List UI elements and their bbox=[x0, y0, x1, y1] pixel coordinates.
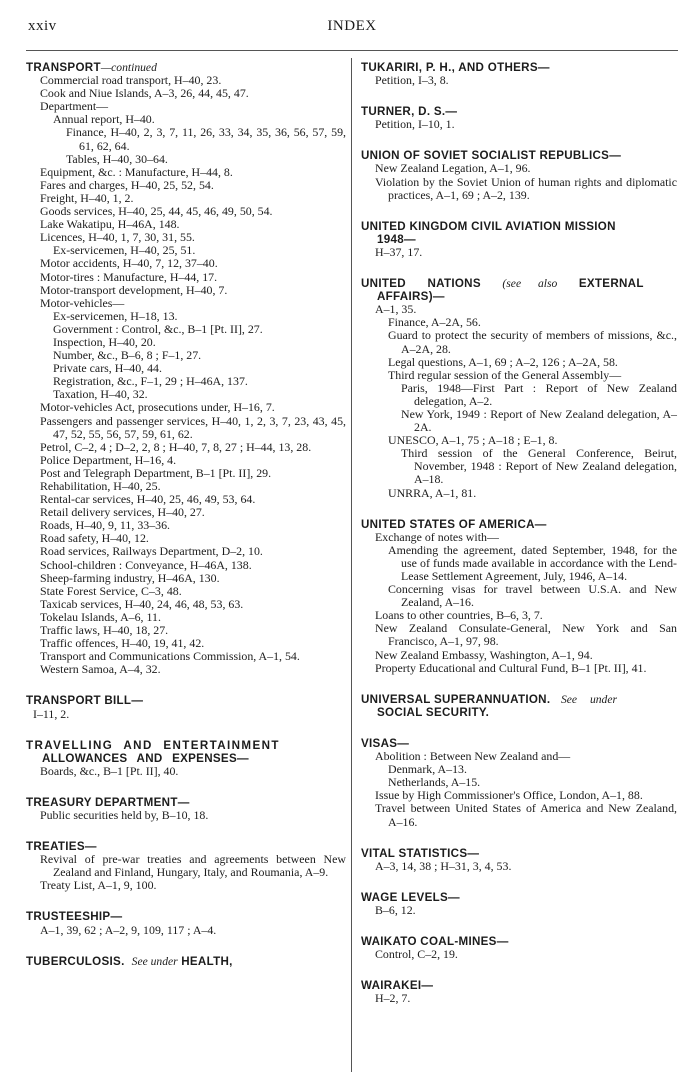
entry-heading: TREATIES— bbox=[26, 840, 97, 854]
sub-entry: A–3, 14, 38 ; H–31, 3, 4, 53. bbox=[375, 858, 512, 873]
sub-entry: Western Samoa, A–4, 32. bbox=[40, 662, 161, 677]
sub-entry: Concerning visas for travel between U.S.A. and New Zealand, A–16. bbox=[388, 582, 677, 610]
see-under-label: See under bbox=[560, 692, 617, 706]
sub-entry: A–1, 35. bbox=[375, 302, 417, 317]
entry-heading: TRANSPORT—continued bbox=[26, 61, 157, 74]
cross-reference: HEALTH, bbox=[181, 954, 233, 968]
sub-entry: Ex-servicemen, H–18, 13. bbox=[53, 308, 178, 323]
index-entry-tuberculosis bbox=[26, 955, 346, 968]
sub-entry: Motor-vehicles Act, prosecutions under, H–16, 7. bbox=[40, 400, 275, 415]
sub-entry: Petition, I–3, 8. bbox=[375, 73, 449, 88]
entry-heading: UNITED KINGDOM CIVIL AVIATION MISSION 1948— bbox=[361, 219, 616, 246]
sub-entry: Traffic offences, H–40, 19, 41, 42. bbox=[40, 636, 205, 651]
sub-entry: Petition, I–10, 1. bbox=[375, 117, 455, 132]
page-number: xxiv bbox=[28, 18, 57, 34]
sub-entry: Annual report, H–40. bbox=[53, 112, 155, 127]
page-header bbox=[28, 18, 676, 42]
sub-entry: Finance, H–40, 2, 3, 7, 11, 26, 33, 34, 35, 36, 56, 57, 59, 61, 62, 64. bbox=[66, 125, 346, 153]
sub-entry: New Zealand Legation, A–1, 96. bbox=[375, 161, 531, 176]
sub-entry: Motor accidents, H–40, 7, 12, 37–40. bbox=[40, 256, 218, 271]
sub-entry: Rehabilitation, H–40, 25. bbox=[40, 479, 161, 493]
sub-entry: I–11, 2. bbox=[33, 706, 70, 721]
entry-heading: TUKARIRI, P. H., AND OTHERS— bbox=[361, 61, 550, 74]
sub-entry: Tables, H–40, 30–64. bbox=[66, 151, 168, 166]
entry-heading: WAIRAKEI— bbox=[361, 979, 434, 993]
sub-entry: Legal questions, A–1, 69 ; A–2, 126 ; A–2A, 58. bbox=[388, 354, 618, 369]
sub-entry: Public securities held by, B–10, 18. bbox=[40, 807, 209, 822]
index-entry-uk-civil-aviation bbox=[361, 220, 677, 259]
sub-entry: Traffic laws, H–40, 18, 27. bbox=[40, 623, 169, 638]
sub-entry: Boards, &c., B–1 [Pt. II], 40. bbox=[40, 763, 179, 778]
index-entry-trusteeship bbox=[26, 910, 346, 936]
index-entry-visas bbox=[361, 737, 677, 829]
sub-entry: Taxation, H–40, 32. bbox=[53, 387, 148, 402]
sub-entry: Motor-tires : Manufacture, H–44, 17. bbox=[40, 269, 218, 284]
sub-entry: Sheep-farming industry, H–46A, 130. bbox=[40, 570, 220, 585]
index-entry-united-nations bbox=[361, 277, 677, 500]
see-also-label: (see also bbox=[502, 277, 558, 291]
sub-entry: Amending the agreement, dated September, 1948, for the use of funds made available in accordance with the Lend-Lease Settlement Agreement, July, 1946, A–14. bbox=[388, 542, 677, 583]
sub-entry: H–37, 17. bbox=[375, 244, 423, 259]
entry-heading: VITAL STATISTICS— bbox=[361, 846, 480, 860]
sub-entry: Fares and charges, H–40, 25, 52, 54. bbox=[40, 177, 214, 192]
sub-entry: Motor-vehicles— bbox=[40, 295, 125, 310]
sub-entry: Lake Wakatipu, H–46A, 148. bbox=[40, 217, 180, 232]
index-entry-wage-levels bbox=[361, 891, 677, 917]
index-entry-transport-bill bbox=[26, 694, 346, 720]
sub-entry: Commercial road transport, H–40, 23. bbox=[40, 73, 222, 88]
continued-label: —continued bbox=[100, 61, 157, 74]
column-divider bbox=[351, 58, 352, 1072]
sub-entry: Taxicab services, H–40, 24, 46, 48, 53, 63. bbox=[40, 596, 244, 611]
sub-entry: Issue by High Commissioner's Office, London, A–1, 88. bbox=[375, 788, 643, 803]
entry-heading: WAGE LEVELS— bbox=[361, 890, 460, 904]
index-entry-treaties bbox=[26, 840, 346, 892]
sub-entry: Transport and Communications Commission, A–1, 54. bbox=[40, 649, 300, 664]
see-under-label: See under bbox=[131, 954, 178, 968]
sub-entry: Passengers and passenger services, H–40, 1, 2, 3, 7, 23, 43, 45, 47, 52, 55, 56, 57, 59, 61, 62. bbox=[40, 413, 346, 441]
left-column bbox=[26, 61, 346, 981]
sub-entry: Roads, H–40, 9, 11, 33–36. bbox=[40, 518, 171, 533]
entry-heading: TREASURY DEPARTMENT— bbox=[26, 795, 190, 809]
sub-entry: A–1, 39, 62 ; A–2, 9, 109, 117 ; A–4. bbox=[40, 922, 217, 937]
entry-heading: UNION OF SOVIET SOCIALIST REPUBLICS— bbox=[361, 149, 622, 163]
sub-entry: H–2, 7. bbox=[375, 991, 411, 1006]
sub-entry: State Forest Service, C–3, 48. bbox=[40, 583, 182, 598]
sub-entry: Third session of the General Conference, Beirut, November, 1948 : Report of New Zealand delegation, A–18. bbox=[401, 446, 677, 487]
entry-heading: TUBERCULOSIS. See under HEALTH, bbox=[26, 954, 233, 968]
sub-entry: Exchange of notes with— bbox=[375, 529, 499, 544]
index-entry-travelling bbox=[26, 739, 346, 778]
sub-entry: Petrol, C–2, 4 ; D–2, 2, 8 ; H–40, 7, 8, 27 ; H–44, 13, 28. bbox=[40, 439, 312, 454]
sub-entry: Inspection, H–40, 20. bbox=[53, 334, 156, 349]
entry-heading: WAIKATO COAL-MINES— bbox=[361, 934, 509, 948]
index-entry-vital-statistics bbox=[361, 847, 677, 873]
sub-entry: UNRRA, A–1, 81. bbox=[388, 485, 477, 500]
sub-entry: Retail delivery services, H–40, 27. bbox=[40, 505, 205, 520]
sub-entry: Cook and Niue Islands, A–3, 26, 44, 45, 47. bbox=[40, 86, 249, 101]
entry-heading: UNITED NATIONS (see also EXTERNAL AFFAIRS)— bbox=[361, 277, 644, 304]
sub-entry: Goods services, H–40, 25, 44, 45, 46, 49, 50, 54. bbox=[40, 204, 273, 219]
sub-entry: Travel between United States of America and New Zealand, A–16. bbox=[375, 801, 677, 829]
sub-entry: Registration, &c., F–1, 29 ; H–46A, 137. bbox=[53, 374, 248, 389]
page-title: INDEX bbox=[327, 18, 377, 34]
sub-entry: New Zealand Embassy, Washington, A–1, 94. bbox=[375, 647, 593, 662]
entry-heading: UNIVERSAL SUPERANNUATION. See under SOCIAL SECURITY. bbox=[361, 693, 677, 719]
sub-entry: Revival of pre-war treaties and agreements between New Zealand and Finland, Hungary, Italy, and Roumania, A–9. bbox=[40, 852, 346, 880]
entry-heading: TRUSTEESHIP— bbox=[26, 910, 123, 924]
sub-entry: Paris, 1948—First Part : Report of New Zealand delegation, A–2. bbox=[401, 380, 677, 408]
sub-entry: Treaty List, A–1, 9, 100. bbox=[40, 878, 157, 893]
sub-entry: New Zealand Consulate-General, New York and San Francisco, A–1, 97, 98. bbox=[375, 621, 677, 649]
entry-heading: UNITED STATES OF AMERICA— bbox=[361, 517, 547, 531]
sub-entry: Control, C–2, 19. bbox=[375, 947, 458, 962]
sub-entry: Denmark, A–13. bbox=[388, 762, 467, 777]
sub-entry: Road services, Railways Department, D–2, 10. bbox=[40, 544, 263, 559]
sub-entry: Guard to protect the security of members of missions, &c., A–2A, 28. bbox=[388, 328, 677, 356]
sub-entry: Ex-servicemen, H–40, 25, 51. bbox=[53, 243, 196, 258]
index-entry-tukariri bbox=[361, 61, 677, 87]
sub-entry: Department— bbox=[40, 99, 109, 114]
sub-entry: Government : Control, &c., B–1 [Pt. II], 27. bbox=[53, 321, 263, 336]
sub-entry: Equipment, &c. : Manufacture, H–44, 8. bbox=[40, 164, 233, 179]
right-column bbox=[361, 61, 677, 1018]
sub-entry: Loans to other countries, B–6, 3, 7. bbox=[375, 608, 543, 623]
header-rule bbox=[26, 50, 678, 51]
sub-entry: B–6, 12. bbox=[375, 902, 416, 917]
sub-entry: Violation by the Soviet Union of human rights and diplomatic practices, A–1, 69 ; A–2, 139. bbox=[375, 174, 677, 202]
sub-entry: Rental-car services, H–40, 25, 46, 49, 53, 64. bbox=[40, 492, 256, 507]
sub-entry: Private cars, H–40, 44. bbox=[53, 361, 162, 376]
cross-reference: SOCIAL SECURITY. bbox=[377, 705, 490, 719]
sub-entry: Licences, H–40, 1, 7, 30, 31, 55. bbox=[40, 230, 195, 245]
index-entry-usa bbox=[361, 518, 677, 675]
sub-entry: Post and Telegraph Department, B–1 [Pt. II], 29. bbox=[40, 465, 272, 480]
sub-entry: Tokelau Islands, A–6, 11. bbox=[40, 609, 161, 624]
entry-heading: TRANSPORT BILL— bbox=[26, 694, 144, 708]
entry-heading: VISAS— bbox=[361, 736, 410, 750]
sub-entry: Third regular session of the General Assembly— bbox=[388, 367, 622, 382]
entry-heading: TRAVELLING AND ENTERTAINMENT ALLOWANCES AND EXPENSES— bbox=[26, 738, 280, 765]
sub-entry: Freight, H–40, 1, 2. bbox=[40, 190, 134, 205]
sub-entry: Abolition : Between New Zealand and— bbox=[375, 749, 571, 764]
index-entry-transport bbox=[26, 61, 346, 676]
sub-entry: New York, 1949 : Report of New Zealand delegation, A–2A. bbox=[401, 406, 677, 435]
sub-entry: Property Educational and Cultural Fund, B–1 [Pt. II], 41. bbox=[375, 660, 647, 675]
sub-entry: Finance, A–2A, 56. bbox=[388, 315, 481, 330]
index-entry-waikato-coal-mines bbox=[361, 935, 677, 961]
index-entry-wairakei bbox=[361, 979, 677, 1005]
entry-heading: TURNER, D. S.— bbox=[361, 105, 458, 119]
index-entry-universal-superannuation bbox=[361, 693, 677, 719]
index-entry-turner bbox=[361, 105, 677, 131]
sub-entry: Police Department, H–16, 4. bbox=[40, 452, 177, 467]
sub-entry: Netherlands, A–15. bbox=[388, 775, 481, 790]
index-entry-ussr bbox=[361, 149, 677, 201]
sub-entry: Motor-transport development, H–40, 7. bbox=[40, 282, 228, 297]
sub-entry: School-children : Conveyance, H–46A, 138. bbox=[40, 557, 252, 572]
index-entry-treasury bbox=[26, 796, 346, 822]
sub-entry: UNESCO, A–1, 75 ; A–18 ; E–1, 8. bbox=[388, 433, 558, 448]
sub-entry: Number, &c., B–6, 8 ; F–1, 27. bbox=[53, 348, 202, 363]
sub-entry: Road safety, H–40, 12. bbox=[40, 531, 149, 546]
